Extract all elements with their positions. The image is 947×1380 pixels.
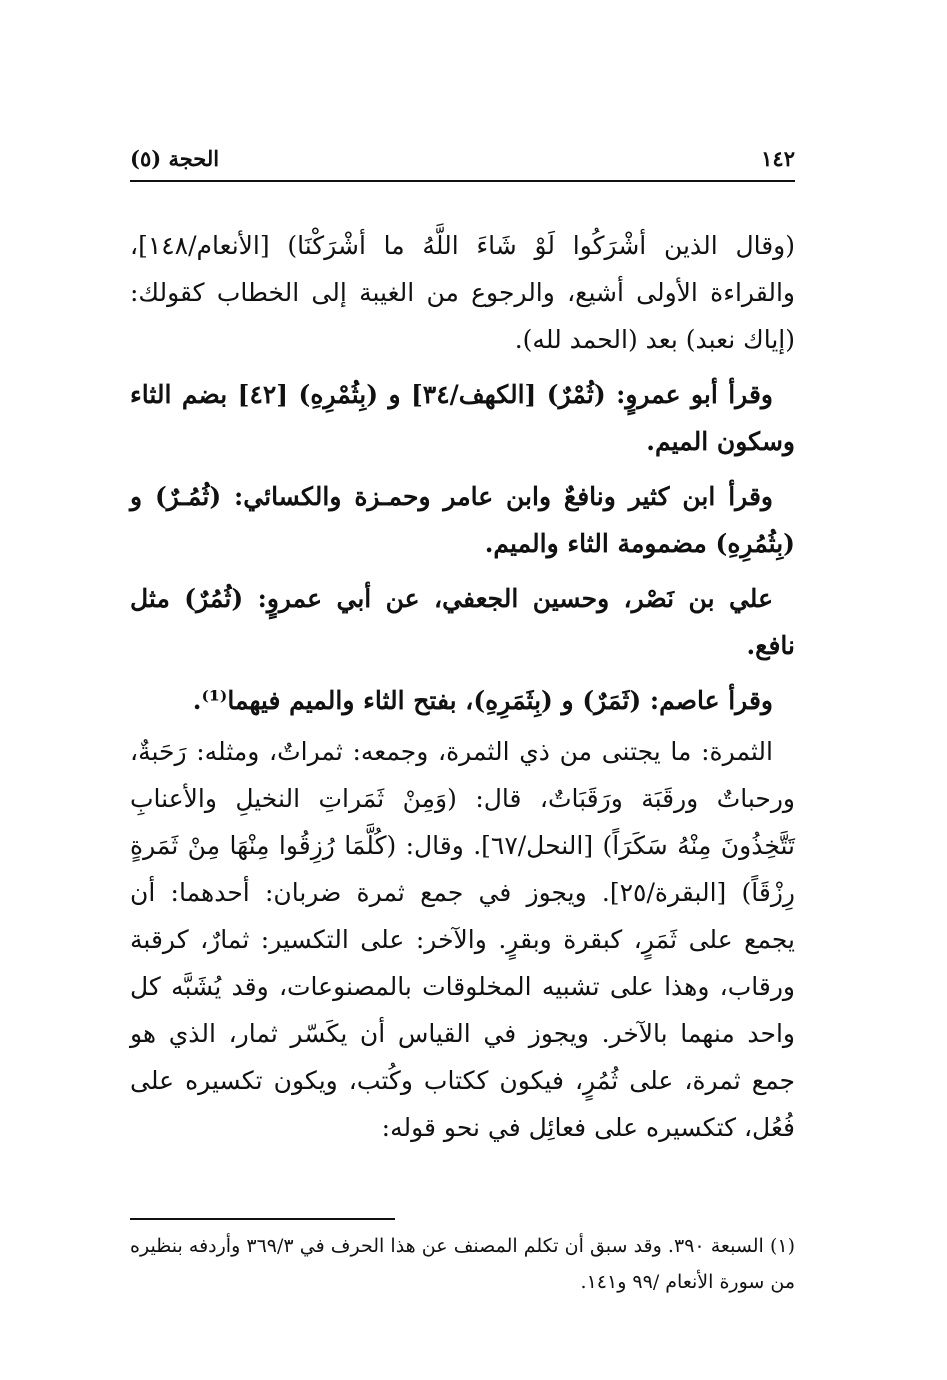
- book-page: [130, 0, 795, 1380]
- paragraph-5: وقرأ عاصم: (ثَمَرٌ) و (بِثَمَرِهِ)، بفتح الثاء والميم فيهما⁽¹⁾.: [192, 686, 773, 715]
- footnote-divider: [130, 1218, 395, 1220]
- paragraph-6: الثمرة: ما يجتنى من ذي الثمرة، وجمعه: ثمراتٌ، ومثله: رَحَبةٌ، ورحباتٌ ورقَبَة ورَقَبَاتٌ، قال: (وَمِنْ ثَمَراتِ النخيلِ والأعنابِ تَتَّخِذُونَ مِنْهُ سَكَرَاً) [النحل/٦٧]. وقال: (كُلَّمَا رُزِقُوا مِنْهَا مِنْ ثَمَرةٍ رِزْقَاً) [البقرة/٢٥]. ويجوز في جمع ثمرة ضربان: أحدهما: أن يجمع على ثَمَرٍ، كبقرة وبقرٍ. والآخر: على التكسير: ثمارٌ، كرقبة ورقاب، وهذا على تشبيه المخلوقات بالمصنوعات، وقد يُشَبَّه كل واحد منهما بالآخر. ويجوز في القياس أن يكَسّر ثمار، الذي هو جمع ثمرة، على ثُمُرٍ، فيكون ككتاب وكُتب، ويكون تكسيره على فُعُل، كتكسيره على فعائِل في نحو قوله:: [130, 737, 795, 1142]
- paragraph-3: وقرأ ابن كثير ونافعٌ وابن عامر وحمـزة والكسائي: (ثُمُـرٌ) و (بِثُمُرِهِ) مضمومة الثاء والميم.: [130, 482, 795, 558]
- footnote-1: (١) السبعة ٣٩٠. وقد سبق أن تكلم المصنف عن هذا الحرف في ٣٦٩/٣ وأردفه بنظيره من سورة الأنعام /٩٩ و١٤١.: [130, 1235, 796, 1293]
- paragraph-4: علي بن نَصْر، وحسين الجعفي، عن أبي عمروٍ: (ثُمُرٌ) مثل نافع.: [130, 584, 795, 660]
- paragraph-1: (وقال الذين أشْرَكُوا لَوْ شَاءَ اللَّهُ ما أشْرَكْنَا) [الأنعام/١٤٨]، والقراءة الأولى أشيع، والرجوع من الغيبة إلى الخطاب كقولك: (إياك نعبد) بعد (الحمد لله).: [130, 231, 795, 354]
- running-title: الحجة (٥): [130, 145, 220, 171]
- main-text: [130, 222, 795, 1151]
- paragraph-2: وقرأ أبو عمروٍ: (ثُمْرٌ) [الكهف/٣٤] و (بِثُمْرِهِ) [٤٢] بضم الثاء وسكون الميم.: [130, 380, 795, 456]
- footnotes: [130, 1228, 795, 1300]
- page-number: ١٤٢: [761, 145, 795, 171]
- page-header: [130, 140, 795, 176]
- header-divider: [130, 180, 795, 182]
